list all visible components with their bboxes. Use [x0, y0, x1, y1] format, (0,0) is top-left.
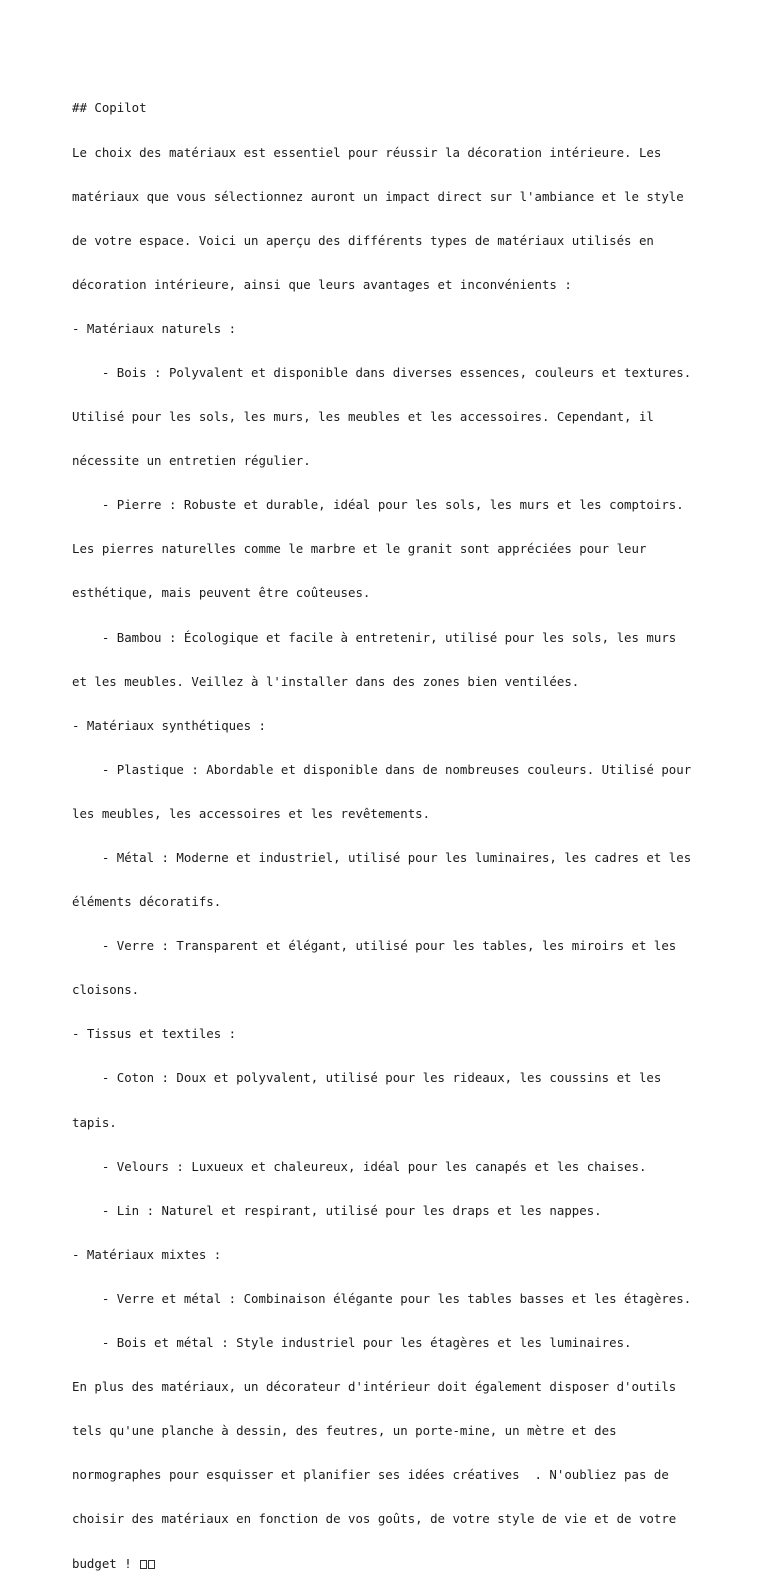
intro-line-2: matériaux que vous sélectionnez auront un impact direct sur l'ambiance et le style: [72, 188, 684, 204]
item-verre-line-2: cloisons.: [72, 982, 140, 998]
document-body: [72, 72, 712, 1586]
item-pierre-line-3: esthétique, mais peuvent être coûteuses.: [72, 585, 371, 601]
item-metal-line-1: - Métal : Moderne et industriel, utilisé pour les luminaires, les cadres et les: [72, 850, 692, 865]
item-verre-line-1: - Verre : Transparent et élégant, utilisé pour les tables, les miroirs et les: [72, 938, 677, 954]
section-mixed-materials: - Matériaux mixtes :: [72, 1246, 222, 1262]
intro-line-3: de votre espace. Voici un aperçu des différents types de matériaux utilisés en: [72, 232, 654, 248]
conclusion-line-4: choisir des matériaux en fonction de vos goûts, de votre style de vie et de votre: [72, 1511, 677, 1527]
conclusion-line-3: normographes pour esquisser et planifier ses idées créatives . N'oubliez pas de: [72, 1467, 669, 1483]
section-natural-materials: - Matériaux naturels :: [72, 320, 237, 336]
missing-glyph-icon: [148, 1560, 155, 1569]
item-lin-line: - Lin : Naturel et respirant, utilisé pour les draps et les nappes.: [72, 1202, 602, 1218]
item-bois-line-3: nécessite un entretien régulier.: [72, 453, 311, 469]
section-synthetic-materials: - Matériaux synthétiques :: [72, 717, 266, 733]
item-bois-metal-line: - Bois et métal : Style industriel pour les étagères et les luminaires.: [72, 1335, 632, 1351]
intro-line-1: Le choix des matériaux est essentiel pour réussir la décoration intérieure. Les: [72, 144, 662, 160]
conclusion-line-5-text: budget !: [72, 1555, 140, 1571]
document-heading: ## Copilot: [72, 100, 147, 116]
item-bambou-line-1: - Bambou : Écologique et facile à entretenir, utilisé pour les sols, les murs: [72, 629, 677, 645]
item-coton-line-2: tapis.: [72, 1114, 117, 1130]
intro-line-4: décoration intérieure, ainsi que leurs avantages et inconvénients :: [72, 276, 572, 292]
section-fabrics-textiles: - Tissus et textiles :: [72, 1026, 237, 1042]
item-plastique-line-2: les meubles, les accessoires et les revêtements.: [72, 805, 431, 821]
item-metal-line-2: éléments décoratifs.: [72, 894, 222, 910]
item-pierre-line-2: Les pierres naturelles comme le marbre et le granit sont appréciées pour leur: [72, 541, 647, 557]
item-bois-line-2: Utilisé pour les sols, les murs, les meubles et les accessoires. Cependant, il: [72, 409, 654, 425]
item-bambou-line-2: et les meubles. Veillez à l'installer dans des zones bien ventilées.: [72, 673, 580, 689]
conclusion-line-1: En plus des matériaux, un décorateur d'intérieur doit également disposer d'outils: [72, 1379, 677, 1395]
conclusion-line-2: tels qu'une planche à dessin, des feutres, un porte-mine, un mètre et des: [72, 1423, 617, 1439]
missing-glyph-icon: [140, 1560, 147, 1569]
item-velours-line: - Velours : Luxueux et chaleureux, idéal pour les canapés et les chaises.: [72, 1158, 647, 1174]
item-bois-line-1: - Bois : Polyvalent et disponible dans diverses essences, couleurs et textures.: [72, 364, 692, 380]
item-plastique-line-1: - Plastique : Abordable et disponible dans de nombreuses couleurs. Utilisé pour: [72, 761, 692, 777]
item-verre-metal-line: - Verre et métal : Combinaison élégante pour les tables basses et les étagères.: [72, 1290, 692, 1306]
conclusion-line-5: [72, 1557, 712, 1572]
item-pierre-line-1: - Pierre : Robuste et durable, idéal pour les sols, les murs et les comptoirs.: [72, 497, 684, 513]
item-coton-line-1: - Coton : Doux et polyvalent, utilisé pour les rideaux, les coussins et les: [72, 1070, 662, 1086]
